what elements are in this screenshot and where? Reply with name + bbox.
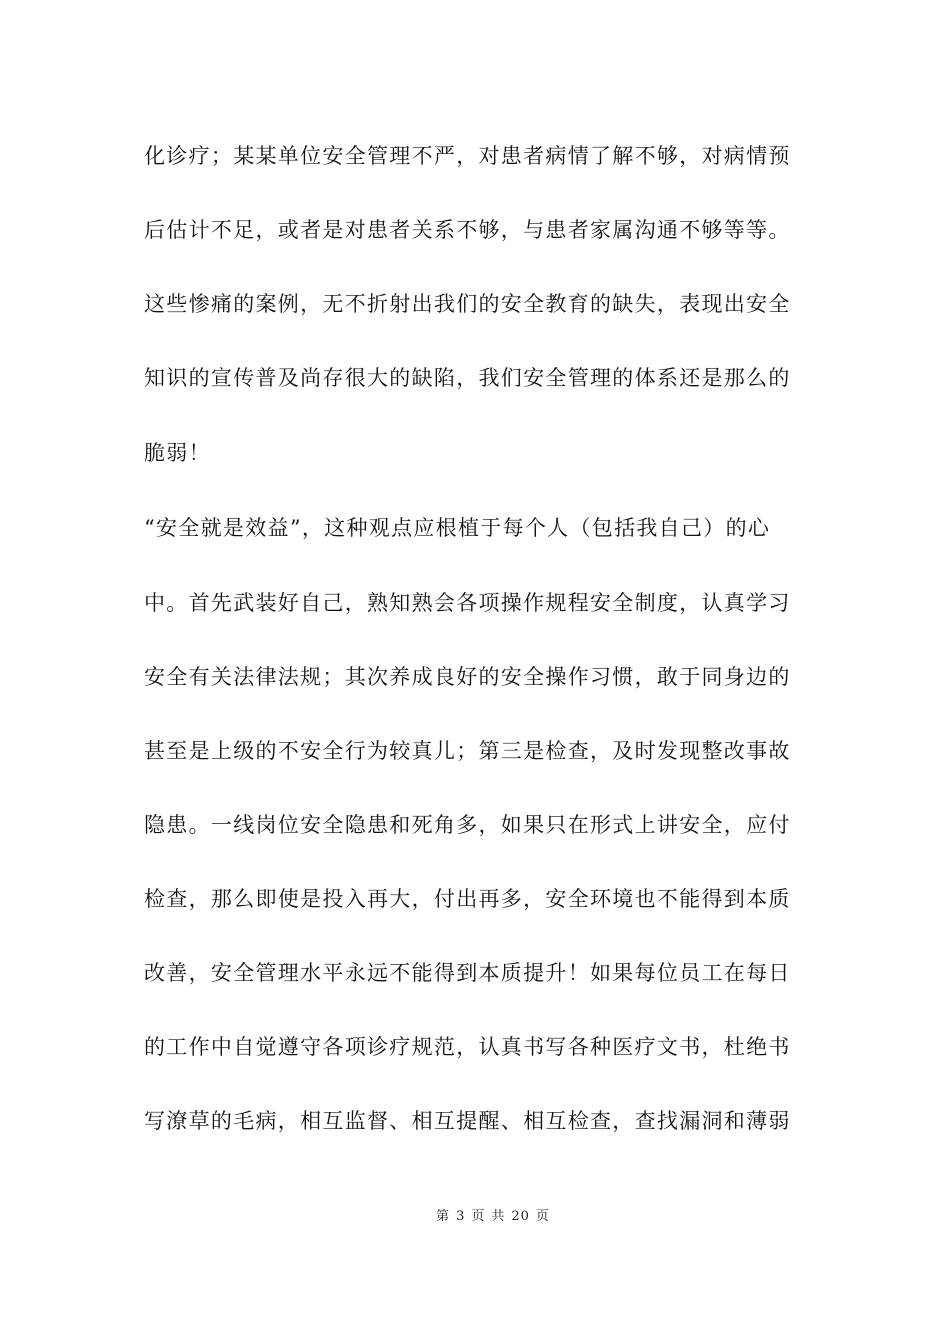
text-line: 这些惨痛的案例，无不折射出我们的安全教育的缺失，表现出安全 [144, 292, 791, 316]
footer-total-prefix: 共 [491, 1209, 506, 1224]
text-line: “安全就是效益”，这种观点应根植于每个人（包括我自己）的心 [144, 516, 771, 540]
text-line: 甚至是上级的不安全行为较真儿；第三是检查，及时发现整改事故 [144, 739, 791, 763]
text-line: 化诊疗；某某单位安全管理不严，对患者病情了解不够，对病情预 [144, 144, 791, 168]
text-line: 后估计不足，或者是对患者关系不够，与患者家属沟通不够等等。 [144, 218, 791, 242]
text-line: 脆弱！ [144, 441, 211, 465]
footer-total-unit: 页 [535, 1209, 550, 1224]
text-line: 的工作中自觉遵守各项诊疗规范，认真书写各种医疗文书，杜绝书 [144, 1035, 791, 1059]
text-line: 写潦草的毛病，相互监督、相互提醒、相互检查，查找漏洞和薄弱 [144, 1109, 791, 1133]
text-line: 知识的宣传普及尚存很大的缺陷，我们安全管理的体系还是那么的 [144, 366, 791, 390]
footer-prefix: 第 [436, 1209, 451, 1224]
total-pages-number: 20 [511, 1209, 530, 1224]
footer-page-unit: 页 [471, 1209, 486, 1224]
text-line: 改善，安全管理水平永远不能得到本质提升！如果每位员工在每日 [144, 961, 791, 985]
text-line: 安全有关法律法规；其次养成良好的安全操作习惯，敢于同身边的 [144, 665, 791, 689]
text-line: 中。首先武装好自己，熟知熟会各项操作规程安全制度，认真学习 [144, 591, 791, 615]
text-line: 检查，那么即使是投入再大，付出再多，安全环境也不能得到本质 [144, 887, 791, 911]
page-footer [0, 1208, 950, 1226]
text-line: 隐患。一线岗位安全隐患和死角多，如果只在形式上讲安全，应付 [144, 813, 791, 837]
current-page-number: 3 [456, 1209, 466, 1224]
